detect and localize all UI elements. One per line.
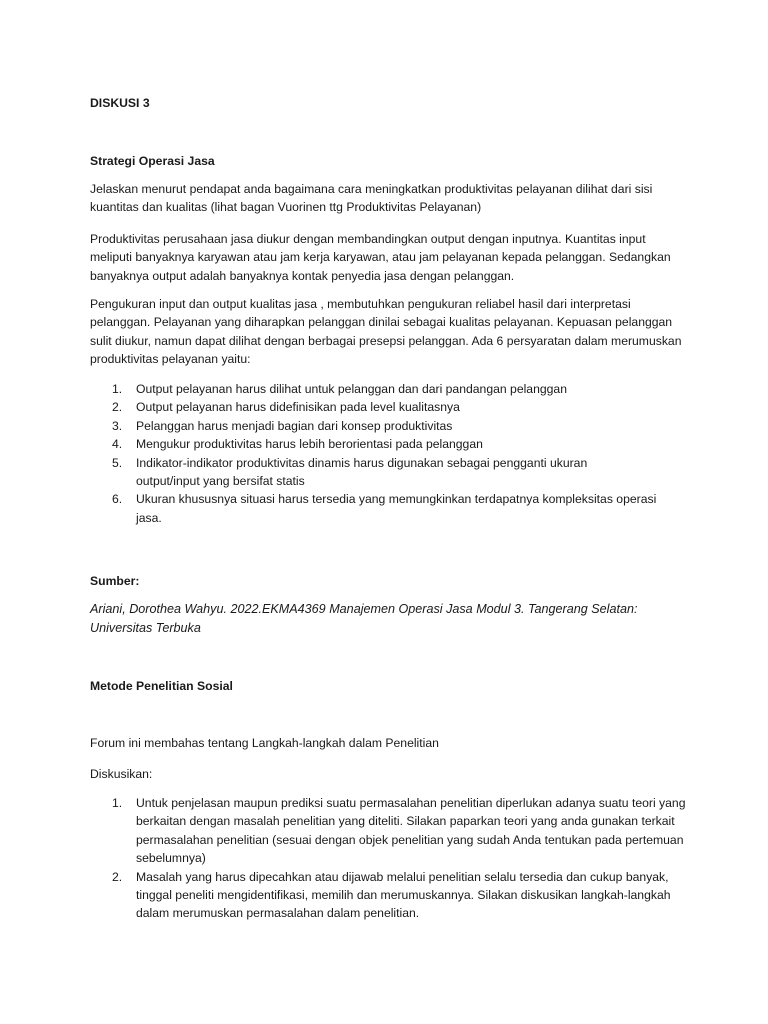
list-item: 1. Untuk penjelasan maupun prediksi suatu permasalahan penelitian diperlukan adanya suatu teori yang berkaitan dengan masalah penelitian yang diteliti. Silakan paparkan teori yang anda gunakan terkait permasalahan penelitian (sesuai dengan objek penelitian yang sudah Anda tentukan pada pertemuan sebelumnya) xyxy=(112,796,686,866)
list-item: 1. Output pelayanan harus dilihat untuk pelanggan dan dari pandangan pelanggan xyxy=(112,382,567,396)
section1-question: Jelaskan menurut pendapat anda bagaimana cara meningkatkan produktivitas pelayanan dilihat dari sisi kuantitas dan kualitas (lihat bagan Vuorinen ttg Produktivitas Pelayanan) xyxy=(90,182,653,215)
section2-title: Metode Penelitian Sosial xyxy=(90,679,233,693)
section2-forum-text: Forum ini membahas tentang Langkah-langkah dalam Penelitian xyxy=(90,736,439,750)
section2-discussion-list xyxy=(90,794,690,923)
list-item: 2. Masalah yang harus dipecahkan atau dijawab melalui penelitian selalu tersedia dan cukup banyak, tinggal peneliti mengidentifikasi, memilih dan merumuskannya. Silakan diskusikan langkah-langkah dalam merumuskan permasalahan dalam penelitian. xyxy=(112,869,671,921)
section1-paragraph-1: Produktivitas perusahaan jasa diukur dengan membandingkan output dengan inputnya. Kuantitas input meliputi banyaknya karyawan atau jam kerja karyawan, atau jam pelayanan kepada pelanggan. Sedangkan banyaknya output adalah banyaknya kontak penyedia jasa dengan pelanggan. xyxy=(90,232,671,283)
list-item: 6. Ukuran khususnya situasi harus tersedia yang memungkinkan terdapatnya kompleksitas operasi jasa. xyxy=(112,492,657,525)
discuss-label: Diskusikan: xyxy=(90,767,153,781)
list-item: 3. Pelanggan harus menjadi bagian dari konsep produktivitas xyxy=(112,418,453,433)
list-item: 4. Mengukur produktivitas harus lebih berorientasi pada pelanggan xyxy=(112,437,483,452)
list-item: 5. Indikator-indikator produktivitas dinamis harus digunakan sebagai pengganti ukuran output/input yang bersifat statis xyxy=(112,455,588,489)
page-heading: DISKUSI 3 xyxy=(90,96,150,110)
source-citation: Ariani, Dorothea Wahyu. 2022.EKMA4369 Manajemen Operasi Jasa Modul 3. Tangerang Selatan: Universitas Terbuka xyxy=(90,602,638,635)
source-label: Sumber: xyxy=(90,574,140,588)
section1-requirements-list xyxy=(90,380,690,527)
section1-title: Strategi Operasi Jasa xyxy=(90,154,215,168)
section1-paragraph-2: Pengukuran input dan output kualitas jasa , membutuhkan pengukuran reliabel hasil dari interpretasi pelanggan. Pelayanan yang diharapkan pelanggan dinilai sebagai kualitas pelayanan. Kepuasan pelanggan sulit diukur, namun dapat dilihat dengan berbagai presepsi pelanggan. Ada 6 persyaratan dalam merumuskan produktivitas pelayanan yaitu: xyxy=(90,297,682,367)
list-item: 2. Output pelayanan harus didefinisikan pada level kualitasnya xyxy=(112,400,460,415)
